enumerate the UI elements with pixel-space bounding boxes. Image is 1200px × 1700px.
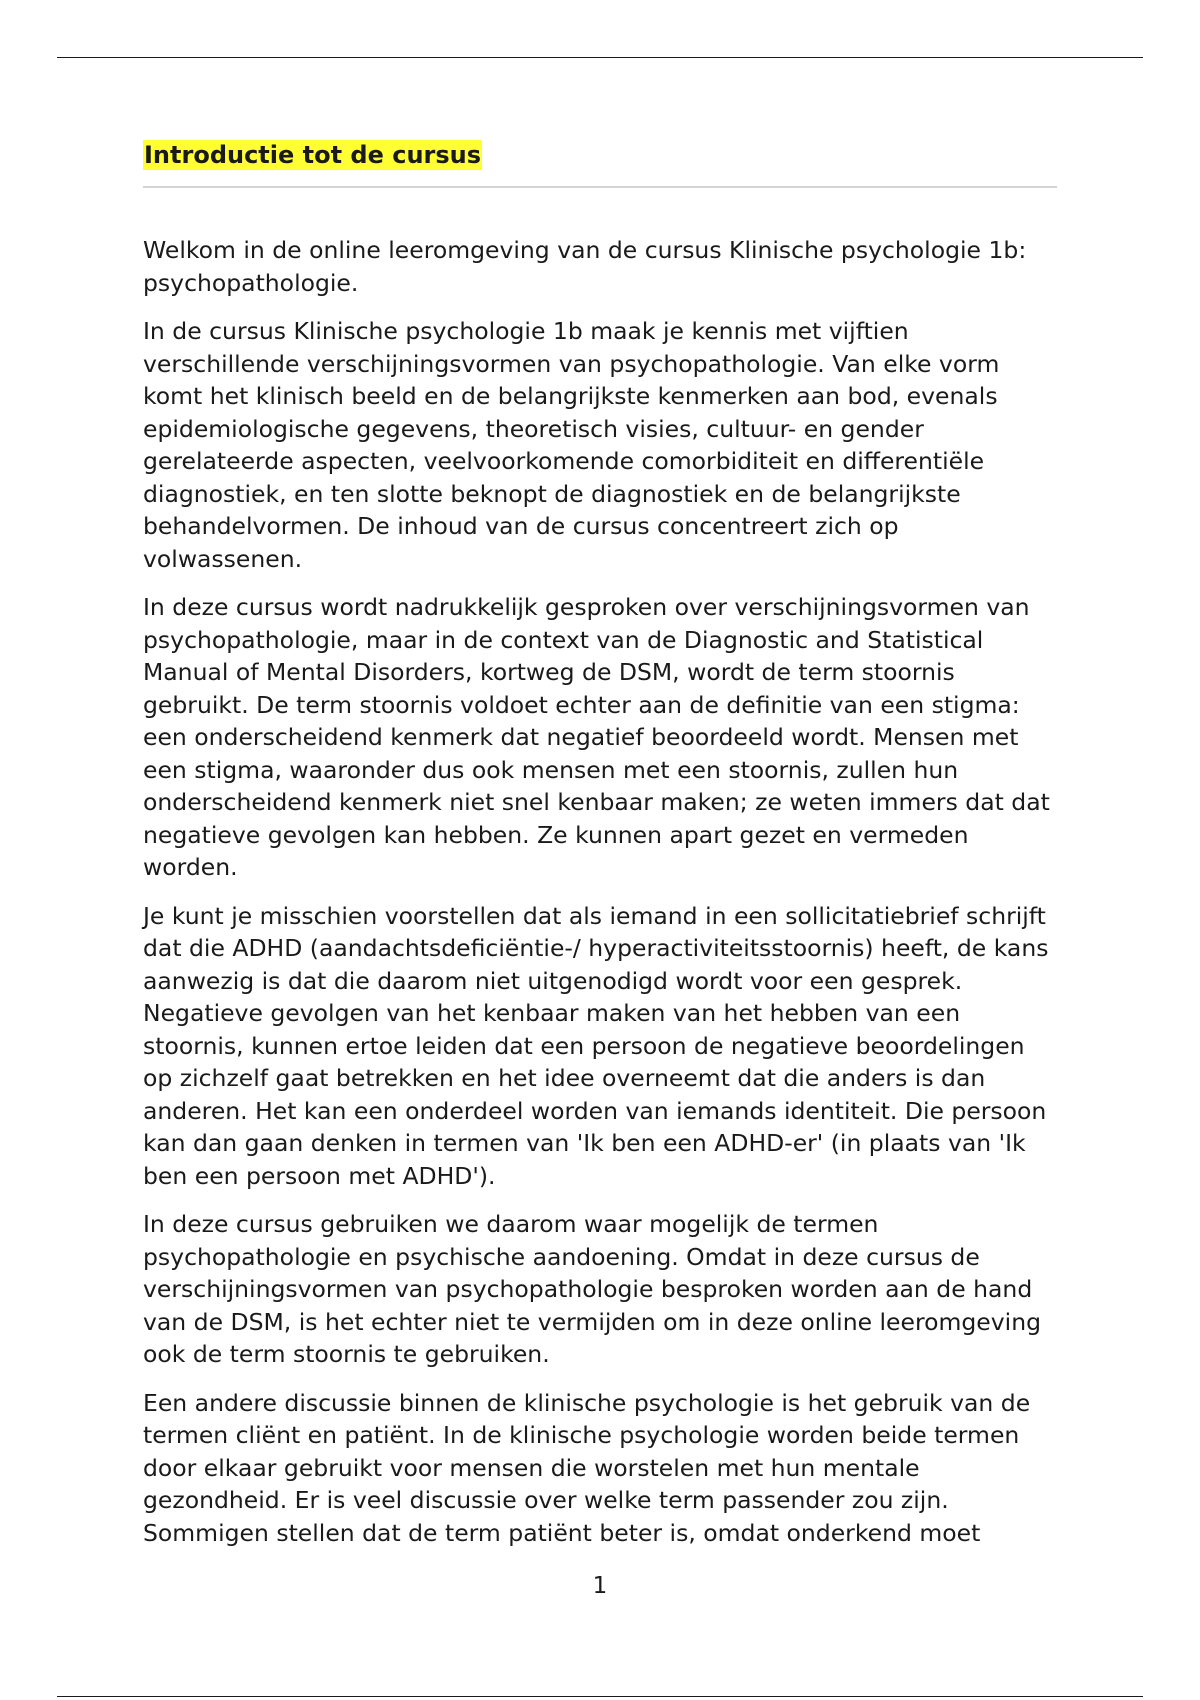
section-heading: Introductie tot de cursus (144, 141, 482, 169)
page-content (143, 140, 1057, 1565)
heading-divider (143, 186, 1057, 188)
paragraph-terminology: In deze cursus gebruiken we daarom waar mogelijk de termen psychopathologie en psychische aandoening. Omdat in deze cursus de verschijningsvormen van psychopathologie besproken worden aan de hand van de DSM, is het echter niet te vermijden om in deze online leeromgeving ook de term stoornis te gebruiken. (143, 1210, 1042, 1368)
paragraph-client-patient: Een andere discussie binnen de klinische psychologie is het gebruik van de termen cliënt en patiënt. In de klinische psychologie worden beide termen door elkaar gebruikt voor mensen die worstelen met hun mentale gezondheid. Er is veel discussie over welke term passender zou zijn. Sommigen stellen dat de term patiënt beter is, omdat onderkend moet (143, 1388, 1031, 1547)
page-bottom-rule (57, 1696, 1143, 1697)
paragraph-adhd-example: Je kunt je misschien voorstellen dat als iemand in een sollicitatiebrief schrijft dat die ADHD (aandachtsdeficiëntie-/ hyperactiviteitsstoornis) heeft, de kans aanwezig is dat die daarom niet uitgenodigd wordt voor een gesprek. Negatieve gevolgen van het kenbaar maken van het hebben van een stoornis, kunnen ertoe leiden dat een persoon de negatieve beoordelingen op zichzelf gaat betrekken en het idee overneemt dat die anders is dan anderen. Het kan een onderdeel worden van iemands identiteit. Die persoon kan dan gaan denken in termen van 'Ik ben een ADHD-er' (in plaats van 'Ik ben een persoon met ADHD'). (143, 901, 1049, 1190)
page-top-rule (57, 57, 1143, 58)
paragraph-welcome: Welkom in de online leeromgeving van de cursus Klinische psychologie 1b: psychopathologie. (143, 236, 1027, 297)
paragraph-course-content: In de cursus Klinische psychologie 1b maak je kennis met vijftien verschillende verschijningsvormen van psychopathologie. Van elke vorm komt het klinisch beeld en de belangrijkste kenmerken aan bod, evenals epidemiologische gegevens, theoretisch visies, cultuur- en gender gerelateerde aspecten, veelvoorkomende comorbiditeit en differentiële diagnostiek, en ten slotte beknopt de diagnostiek en de belangrijkste behandelvormen. De inhoud van de cursus concentreert zich op volwassenen. (143, 317, 1000, 573)
paragraph-stigma: In deze cursus wordt nadrukkelijk gesproken over verschijningsvormen van psychopathologie, maar in de context van de Diagnostic and Statistical Manual of Mental Disorders, kortweg de DSM, wordt de term stoornis gebruikt. De term stoornis voldoet echter aan de definitie van een stigma: een onderscheidend kenmerk dat negatief beoordeeld wordt. Mensen met een stigma, waaronder dus ook mensen met een stoornis, zullen hun onderscheidend kenmerk niet snel kenbaar maken; ze weten immers dat dat negatieve gevolgen kan hebben. Ze kunnen apart gezet en vermeden worden. (143, 593, 1050, 881)
page-number: 1 (592, 1573, 608, 1599)
